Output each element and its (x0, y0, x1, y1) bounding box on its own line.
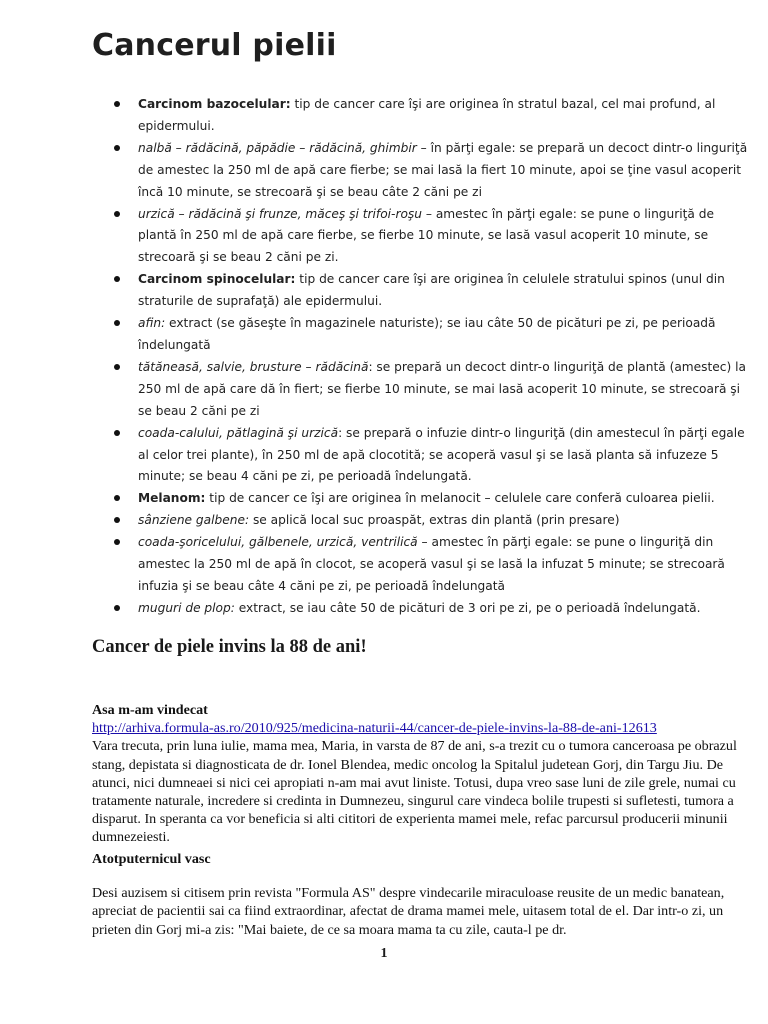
item-text: – amestec în părţi egale: se pune o linguriţă de plantă în 250 ml de apă care fierbe, se fierbe 10 minute, se lasă vasul acoperit 10 minute, se strecoară şi se beau 2 căni pe zi. (138, 206, 715, 265)
bullet-icon (114, 517, 120, 523)
bullet-icon (114, 605, 120, 611)
bullet-icon (114, 539, 120, 545)
item-lead: nalbă – rădăcină, păpădie – rădăcină, ghimbir (138, 140, 417, 155)
item-lead: urzică – rădăcină şi frunze, măceş şi trifoi-roşu (138, 206, 422, 221)
item-text: extract, se iau câte 50 de picături de 3 ori pe zi, pe o perioadă îndelungată. (234, 600, 701, 615)
page-title: Cancerul pielii (92, 28, 337, 63)
source-line (92, 719, 752, 737)
bullet-icon (114, 211, 120, 217)
remedy-list (92, 94, 752, 620)
article-paragraph: Desi auzisem si citisem prin revista "Formula AS" despre vindecarile miraculoase reusite de un medic banatean, apreciat de pacientii sai ca fiind extraordinar, afectat de drama mamei mele, uitasem total de el. Dar intr-o zi, un prieten din Gorj mi-a zis: "Mai baiete, de ce sa moara mama ta cu zile, cauta-l pe dr. (92, 885, 725, 938)
list-item (92, 204, 752, 270)
section-heading: Atotputernicul vasc (92, 851, 211, 867)
page-number: 1 (380, 946, 388, 961)
item-text: tip de cancer care îşi are originea în celulele stratului spinos (unul din straturile de suprafaţă) ale epidermului. (138, 272, 725, 309)
list-item (92, 423, 752, 489)
item-text: – în părţi egale: se prepară un decoct dintr-o linguriţă de amestec la 250 ml de apă care fierbe; se mai lasă la fiert 10 minute, apoi se ţine vasul acoperit încă 10 minute, se strecoară şi se beau câte 2 căni pe zi (138, 140, 748, 199)
item-lead: coada-calului, pătlagină şi urzică (138, 425, 339, 440)
bullet-icon (114, 364, 120, 370)
item-lead: Carcinom bazocelular: (138, 97, 291, 111)
bullet-icon (114, 495, 120, 501)
article-section-2 (92, 850, 752, 939)
item-text: : se prepară un decoct dintr-o linguriţă de plantă (amestec) la 250 ml de apă care dă în fiert; se fierbe 10 minute, se mai lasă acoperit 10 minute, se strecoară şi se beau 2 căni pe zi (138, 359, 746, 418)
item-lead: Carcinom spinocelular: (138, 272, 296, 287)
bullet-icon (114, 430, 120, 436)
bullet-icon (114, 145, 120, 151)
list-item (92, 357, 752, 423)
item-lead: Melanom: (138, 491, 206, 506)
item-lead: sânziene galbene: (138, 513, 250, 528)
item-text: : se prepară o infuzie dintr-o linguriţă (din amestecul în părţi egale al celor trei plante), în 250 ml de apă clocotită; se acoperă vasul şi se lasă planta să infuzeze 5 minute; se beau 4 căni pe zi, pe perioadă îndelungată. (138, 425, 745, 484)
section-heading: Asa m-am vindecat (92, 702, 208, 718)
article-section-1 (92, 701, 752, 847)
item-text: tip de cancer ce îşi are originea în melanocit – celulele care conferă culoarea pielii. (205, 491, 715, 506)
item-lead: muguri de plop: (138, 600, 235, 615)
bullet-icon (114, 276, 120, 282)
list-item (92, 488, 752, 510)
item-text: se aplică local suc proaspăt, extras din plantă (prin presare) (249, 513, 620, 528)
item-text: extract (se găseşte în magazinele naturiste); se iau câte 50 de picături pe zi, pe perioadă îndelungată (138, 316, 716, 352)
list-item (92, 510, 752, 532)
item-text: – amestec în părţi egale: se pune o linguriţă din amestec la 250 ml de apă în clocot, se acoperă vasul şi se lasă la infuzat 5 minute; se strecoară infuzia şi se beau câte 4 căni pe zi, pe perioadă îndelungată (138, 535, 725, 593)
list-item (92, 313, 752, 357)
list-item (92, 598, 752, 620)
item-text: tip de cancer care îşi are originea în stratul bazal, cel mai profund, al epidermului. (138, 97, 716, 133)
bullet-icon (114, 101, 120, 107)
item-lead: tătăneasă, salvie, brusture – rădăcină (138, 359, 369, 374)
spacer (92, 868, 752, 884)
item-lead: afin: (138, 316, 166, 331)
article-paragraph: Vara trecuta, prin luna iulie, mama mea, Maria, in varsta de 87 de ani, s-a trezit cu o tumora canceroasa pe obrazul stang, depistata si diagnosticata de dr. Ionel Blendea, medic oncolog la Spitalul judetean Gorj, din Targu Jiu. De atunci, nici dumneaei si nici cei apropiati n-am mai avut liniste. Totusi, dupa vreo sase luni de zile grele, numai cu tratamente naturale, incredere si credinta in Dumnezeu, singurul care vindeca bolile trupesti si sufletesti, tumora a disparut. In speranta ca vor beneficia si alti cititori de experienta mamei mele, refac parcursul producerii minunii dumnezeiesti. (92, 738, 737, 846)
list-item (92, 532, 752, 598)
item-lead: coada-şoricelului, gălbenele, urzică, ventrilică (138, 535, 418, 550)
list-item (92, 94, 752, 138)
source-link[interactable]: http://arhiva.formula-as.ro/2010/925/medicina-naturii-44/cancer-de-piele-invins-la-88-de-ani-12613 (92, 720, 657, 737)
article-heading: Cancer de piele invins la 88 de ani! (92, 637, 367, 657)
bullet-icon (114, 320, 120, 326)
list-item (92, 138, 752, 204)
list-item (92, 269, 752, 313)
